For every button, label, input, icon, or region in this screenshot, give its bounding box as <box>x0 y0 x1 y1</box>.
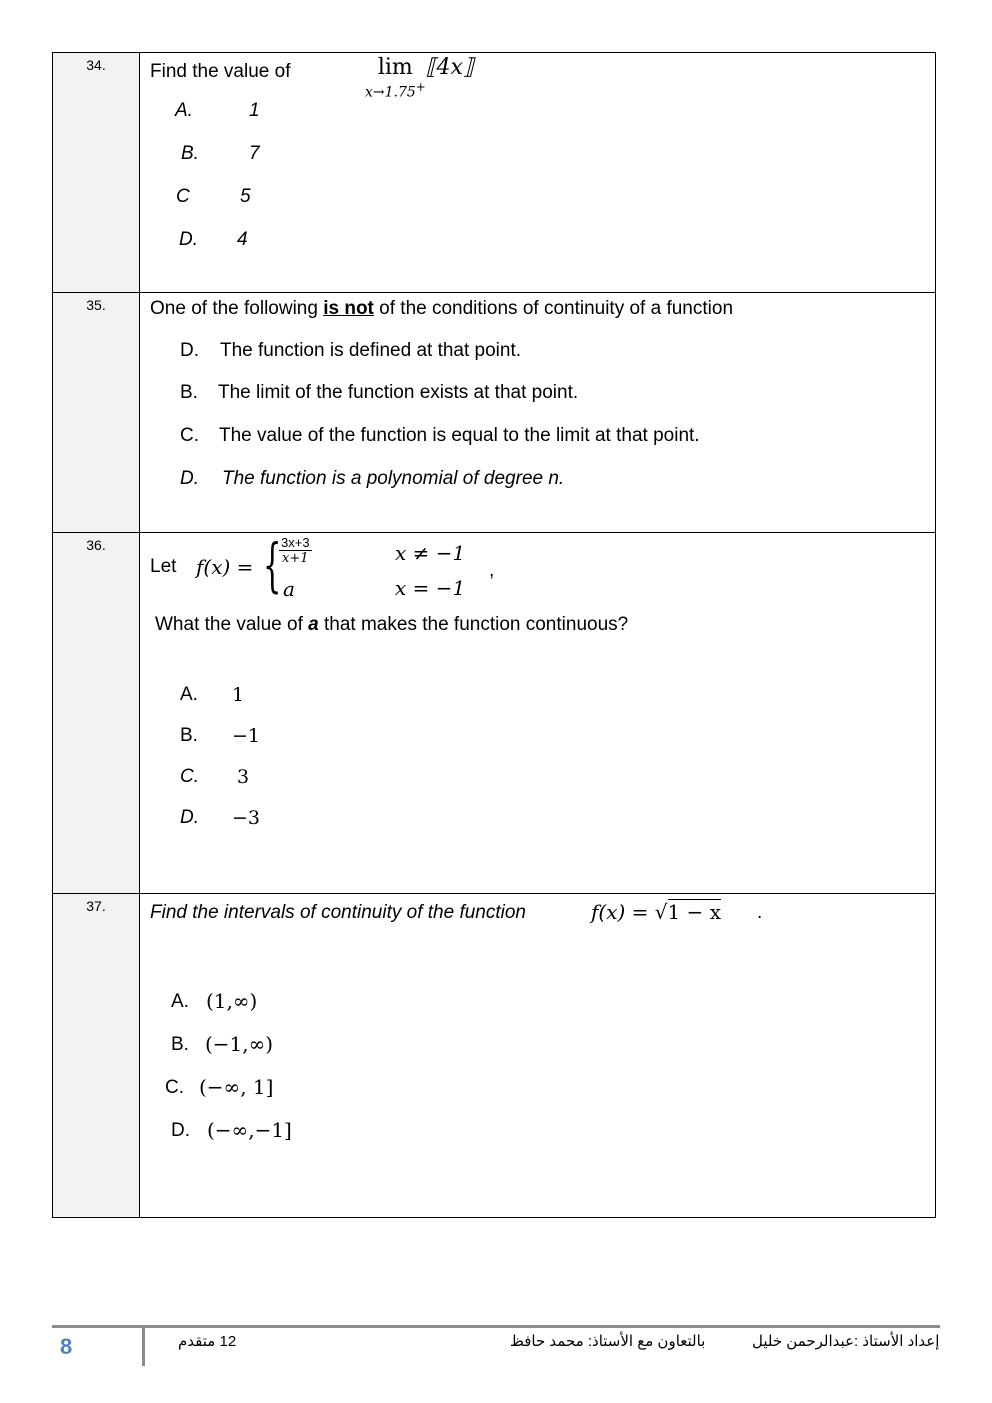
option-letter: C. <box>180 766 199 787</box>
question-number: 36. <box>53 533 140 893</box>
function-expression: f(x) = √1 − x <box>591 900 721 924</box>
condition-2: x = −1 <box>395 576 466 600</box>
comma: , <box>489 560 495 581</box>
option-text: (−1,∞) <box>205 1032 274 1056</box>
option-letter: B. <box>171 1034 189 1055</box>
option-text: 1 <box>249 100 260 121</box>
question-prompt: One of the following is not of the conditions of continuity of a function <box>150 298 734 319</box>
option-text: The value of the function is equal to the limit at that point. <box>219 425 700 446</box>
question-prompt: What the value of a that makes the function continuous? <box>155 614 629 635</box>
option-letter: B. <box>181 143 199 164</box>
option-text: −1 <box>232 725 261 747</box>
footer-divider <box>52 1325 940 1328</box>
limit-expression: lim x→1.75+ ⟦4x⟧ <box>365 55 474 101</box>
option-text: (1,∞) <box>206 989 258 1013</box>
option-text: 4 <box>237 229 248 250</box>
brace: { <box>263 531 282 599</box>
question-number: 34. <box>53 53 140 292</box>
option-letter: A. <box>171 991 189 1012</box>
option-letter: A. <box>180 684 198 705</box>
option-text: −3 <box>232 807 261 829</box>
fraction: $\frac{3x+3}{x+1}$ <box>281 535 310 566</box>
option-text: 5 <box>240 186 251 207</box>
option-letter: B. <box>180 382 198 403</box>
option-letter: D. <box>179 229 198 250</box>
question-34 <box>52 52 936 293</box>
option-letter: B. <box>180 725 198 746</box>
option-letter: D. <box>180 807 199 828</box>
question-prompt: Find the value of <box>150 61 291 82</box>
footer-collaboration: بالتعاون مع الأستاذ: محمد حافظ <box>510 1333 706 1350</box>
question-prompt: Find the intervals of continuity of the function <box>150 902 526 923</box>
option-letter: D. <box>180 340 199 361</box>
let-label: Let <box>150 556 177 577</box>
option-text: 7 <box>249 143 260 164</box>
option-letter: D. <box>180 468 199 489</box>
option-letter: A. <box>175 100 193 121</box>
period: . <box>757 902 763 923</box>
option-text: The function is defined at that point. <box>220 340 522 361</box>
question-number: 37. <box>53 894 140 1217</box>
function-name: f(x) = <box>196 555 254 579</box>
piece-a: a <box>283 577 295 601</box>
footer-grade: 12 متقدم <box>178 1333 237 1350</box>
question-number: 35. <box>53 293 140 532</box>
option-text: The limit of the function exists at that point. <box>218 382 579 403</box>
option-letter: C. <box>180 425 199 446</box>
option-letter: D. <box>171 1120 190 1141</box>
question-37 <box>52 893 936 1218</box>
condition-1: x ≠ −1 <box>395 541 466 565</box>
option-letter: C <box>176 186 190 207</box>
option-text: (−∞,−1] <box>207 1118 292 1142</box>
question-36 <box>52 532 936 894</box>
footer-author: إعداد الأستاذ :عبدالرحمن خليل <box>752 1333 940 1350</box>
option-letter: C. <box>165 1077 184 1098</box>
footer-separator <box>142 1328 145 1366</box>
question-35 <box>52 292 936 533</box>
option-text: 1 <box>232 684 245 706</box>
option-text: The function is a polynomial of degree n. <box>222 468 565 489</box>
page-number: 8 <box>60 1334 73 1359</box>
option-text: (−∞, 1] <box>199 1075 274 1099</box>
option-text: 3 <box>237 766 250 788</box>
